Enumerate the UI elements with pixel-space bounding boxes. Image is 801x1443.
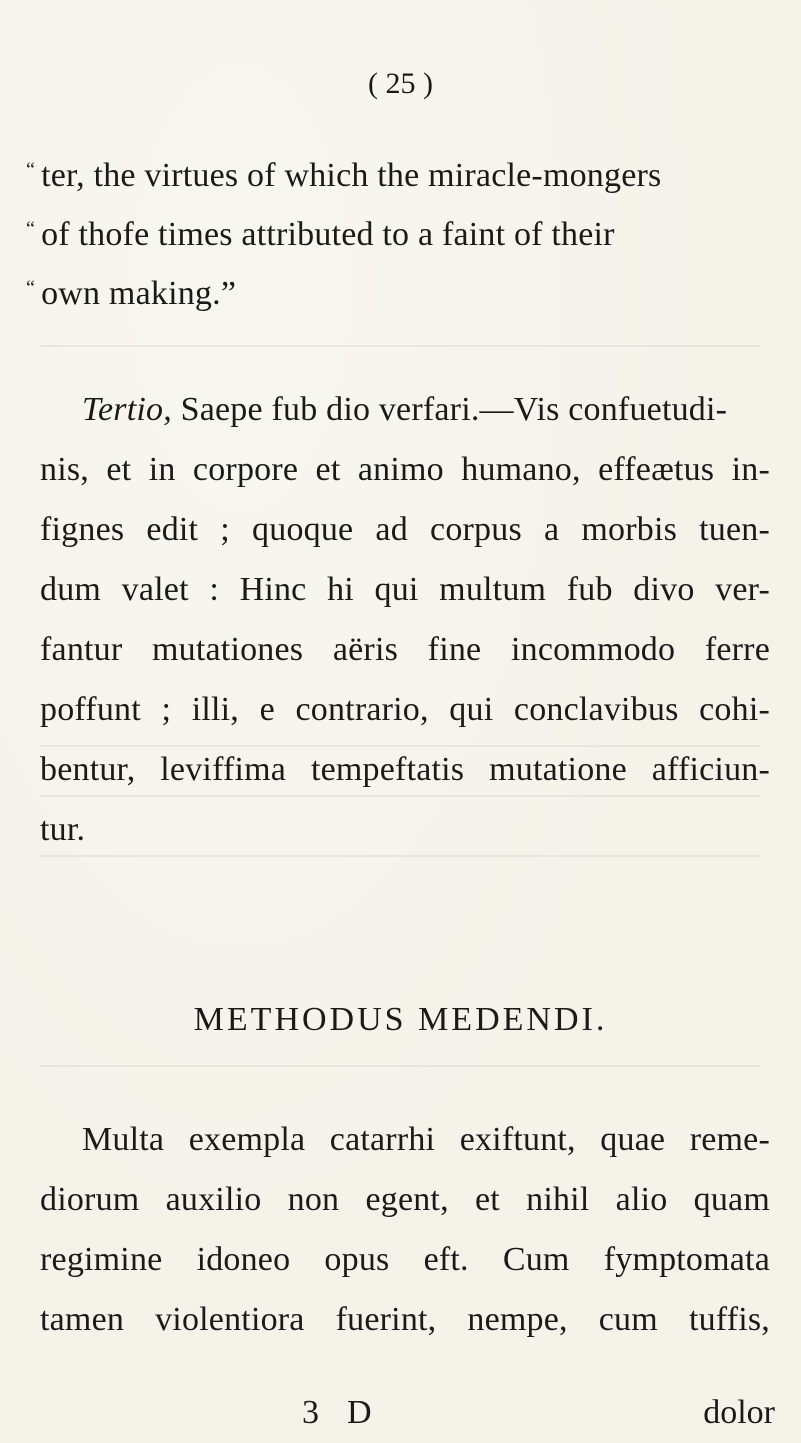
paragraph-line-text: Saepe fub dio verfari.—Vis confuetudi-: [180, 391, 728, 428]
quote-mark: “: [26, 218, 36, 240]
paragraph-line: fignes edit ; quoque ad corpus a morbis tuen-: [40, 511, 770, 548]
paragraph-line: Multa exempla catarrhi exiftunt, quae reme-: [82, 1121, 770, 1158]
quote-line: [26, 268, 236, 314]
paragraph-lead: Tertio,: [82, 391, 172, 428]
paragraph-line: diorum auxilio non egent, et nihil alio quam: [40, 1181, 770, 1218]
paragraph-line: [82, 390, 727, 430]
catchword: dolor: [703, 1394, 775, 1431]
paragraph-line: tamen violentiora fuerint, nempe, cum tuffis,: [40, 1301, 770, 1338]
quote-line-text: ter, the virtues of which the miracle-mongers: [41, 157, 662, 194]
signature-number: 3: [302, 1394, 319, 1431]
quote-mark: “: [26, 277, 36, 299]
paragraph-line: fantur mutationes aëris fine incommodo ferre: [40, 631, 770, 668]
paragraph-line: poffunt ; illi, e contrario, qui conclavibus cohi-: [40, 691, 770, 728]
bleed-through-line: [40, 745, 760, 747]
quote-line-text: own making.”: [41, 275, 237, 312]
page-number: ( 25 ): [368, 67, 433, 100]
paragraph-line: dum valet : Hinc hi qui multum fub divo ver-: [40, 571, 770, 608]
quote-line-text: of thofe times attributed to a faint of their: [41, 216, 615, 253]
bleed-through-line: [40, 795, 760, 797]
quote-line: [26, 209, 615, 255]
signature-letter: D: [347, 1394, 372, 1431]
paragraph-line: nis, et in corpore et animo humano, effeætus in-: [40, 451, 770, 488]
paragraph-line: bentur, leviffima tempeftatis mutatione afficiun-: [40, 751, 770, 788]
paragraph-line: tur.: [40, 811, 86, 848]
bleed-through-line: [40, 855, 760, 857]
paragraph-line: regimine idoneo opus eft. Cum fymptomata: [40, 1241, 770, 1278]
page-footer: [0, 1393, 801, 1433]
bleed-through-line: [40, 345, 760, 347]
quote-mark: “: [26, 159, 36, 181]
quote-line: [26, 150, 661, 196]
section-heading: METHODUS MEDENDI.: [193, 1001, 608, 1038]
bleed-through-line: [40, 1065, 760, 1067]
